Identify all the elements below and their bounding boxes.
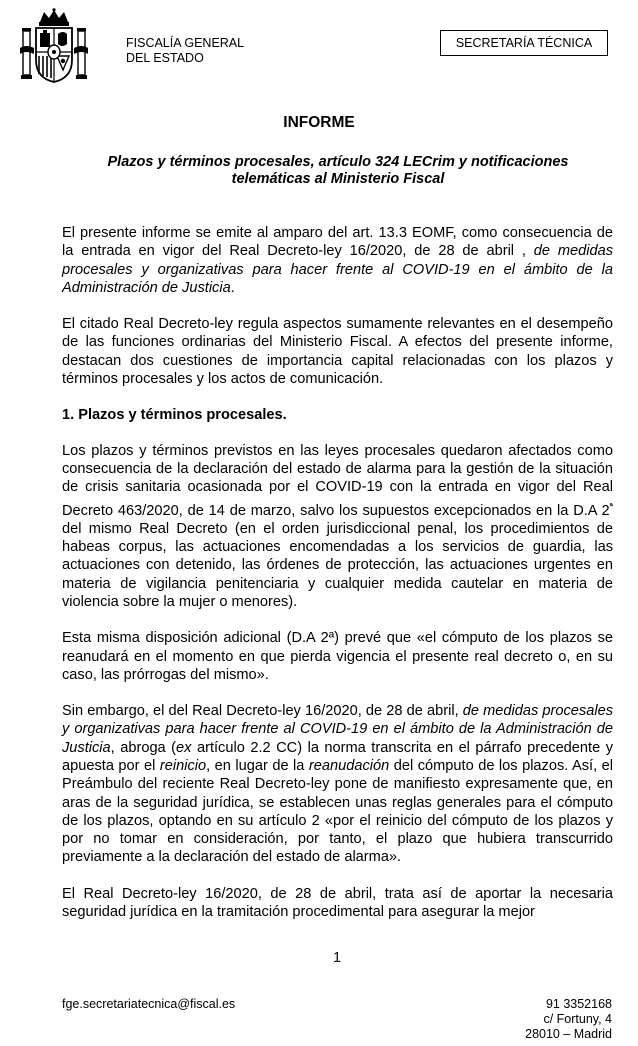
paragraph-3 — [62, 442, 613, 612]
p1-text: El presente informe se emite al amparo del art. 13.3 EOMF, como consecuencia de la entrada en vigor del Real Decreto-ley 16/2020, de 28 de abril , — [62, 225, 613, 260]
paragraph-5 — [62, 702, 613, 867]
section-1-heading: 1. Plazos y términos procesales. — [62, 407, 287, 424]
p5-g: , en lugar de la — [206, 757, 309, 774]
footer-phone: 91 3352168 — [545, 997, 612, 1011]
department-label: SECRETARÍA TÉCNICA — [455, 36, 593, 50]
footer-city: 28010 – Madrid — [525, 1027, 612, 1041]
footer-address — [525, 997, 612, 1042]
subtitle-line-1: Plazos y términos procesales, artículo 324 LECrim y notificaciones — [107, 154, 569, 170]
p3-ordinal: ª — [609, 500, 613, 511]
paragraph-2: El citado Real Decreto-ley regula aspectos sumamente relevantes en el desempeño de las funciones ordinarias del Ministerio Fiscal. A efectos del presente informe, destacan dos cuestiones de importancia capital relacionadas con los plazos y términos procesales y los actos de comunicación. — [62, 316, 613, 388]
footer-email: fge.secretariatecnica@fiscal.es — [62, 997, 236, 1011]
p5-italic-ex: ex — [176, 739, 192, 756]
coat-of-arms-icon — [18, 8, 90, 86]
paragraph-4: Esta misma disposición adicional (D.A 2ª) prevé que «el cómputo de los plazos se reanudará en el momento en que pierda vigencia el presente real decreto o, en su caso, las prórrogas del mismo». — [62, 630, 613, 683]
paragraph-1 — [62, 224, 613, 297]
page-number: 1 — [332, 950, 342, 966]
subtitle-line-2: telemáticas al Ministerio Fiscal — [231, 171, 445, 187]
p5-e: artículo 2.2 CC) la norma transcrita en el párrafo precedente y apuesta por el — [62, 739, 614, 774]
organization-name — [126, 36, 244, 66]
org-line-2: DEL ESTADO — [126, 51, 204, 65]
p3-text: Los plazos y términos previstos en las leyes procesales quedaron afectados como consecuencia de la declaración del estado de alarma para la gestión de la situación de crisis sanitaria ocasionada por el COVID-19 con la entrada en vigor del Real Decreto 463/2020, de 14 de marzo, salvo los supuestos excepcionados en la D.A 2 — [62, 442, 613, 519]
document-body — [62, 224, 613, 921]
p5-c: , abroga ( — [110, 739, 177, 756]
org-line-1: FISCALÍA GENERAL — [126, 36, 245, 50]
p5-italic-reanudacion: reanudación — [308, 757, 390, 774]
p5-italic-reinicio: reinicio — [159, 757, 207, 774]
p5-a: Sin embargo, el del Real Decreto-ley 16/2020, de 28 de abril, — [62, 703, 463, 720]
p1-end: . — [230, 279, 235, 296]
p3-text-cont: del mismo Real Decreto (en el orden jurisdiccional penal, los procedimientos de habeas corpus, las actuaciones encomendadas a los servicios de guardia, las actuaciones con detenido, las órdenes de protección, las actuaciones urgentes en materia de vigilancia penitenciaria y cualquier medida cautelar en materia de violencia sobre la mujer o menores). — [62, 520, 613, 610]
document-subtitle — [60, 154, 616, 188]
footer-street: c/ Fortuny, 4 — [543, 1012, 612, 1026]
paragraph-6: El Real Decreto-ley 16/2020, de 28 de abril, trata así de aportar la necesaria seguridad jurídica en la tramitación procedimental para asegurar la mejor — [62, 885, 613, 921]
p5-italic-title: de medidas procesales y organizativas para hacer frente al COVID-19 en el ámbito de la Administración de Justicia — [62, 703, 613, 756]
department-box — [440, 30, 608, 56]
p5-i: del cómputo de los plazos. Así, el Preámbulo del reciente Real Decreto-ley pone de manifiesto expresamente que, en aras de la seguridad jurídica, se establecen unas reglas generales para el cómputo de los plazos, optando en su artículo 2 «por el reinicio del cómputo de los plazos y por no tomar en consideración, por tanto, el plazo que hubiera transcurrido previamente a la declaración del estado de alarma». — [62, 757, 613, 866]
document-title: INFORME — [283, 114, 355, 131]
p1-italic: de medidas procesales y organizativas para hacer frente al COVID-19 en el ámbito de la Administración de Justicia — [62, 243, 614, 296]
